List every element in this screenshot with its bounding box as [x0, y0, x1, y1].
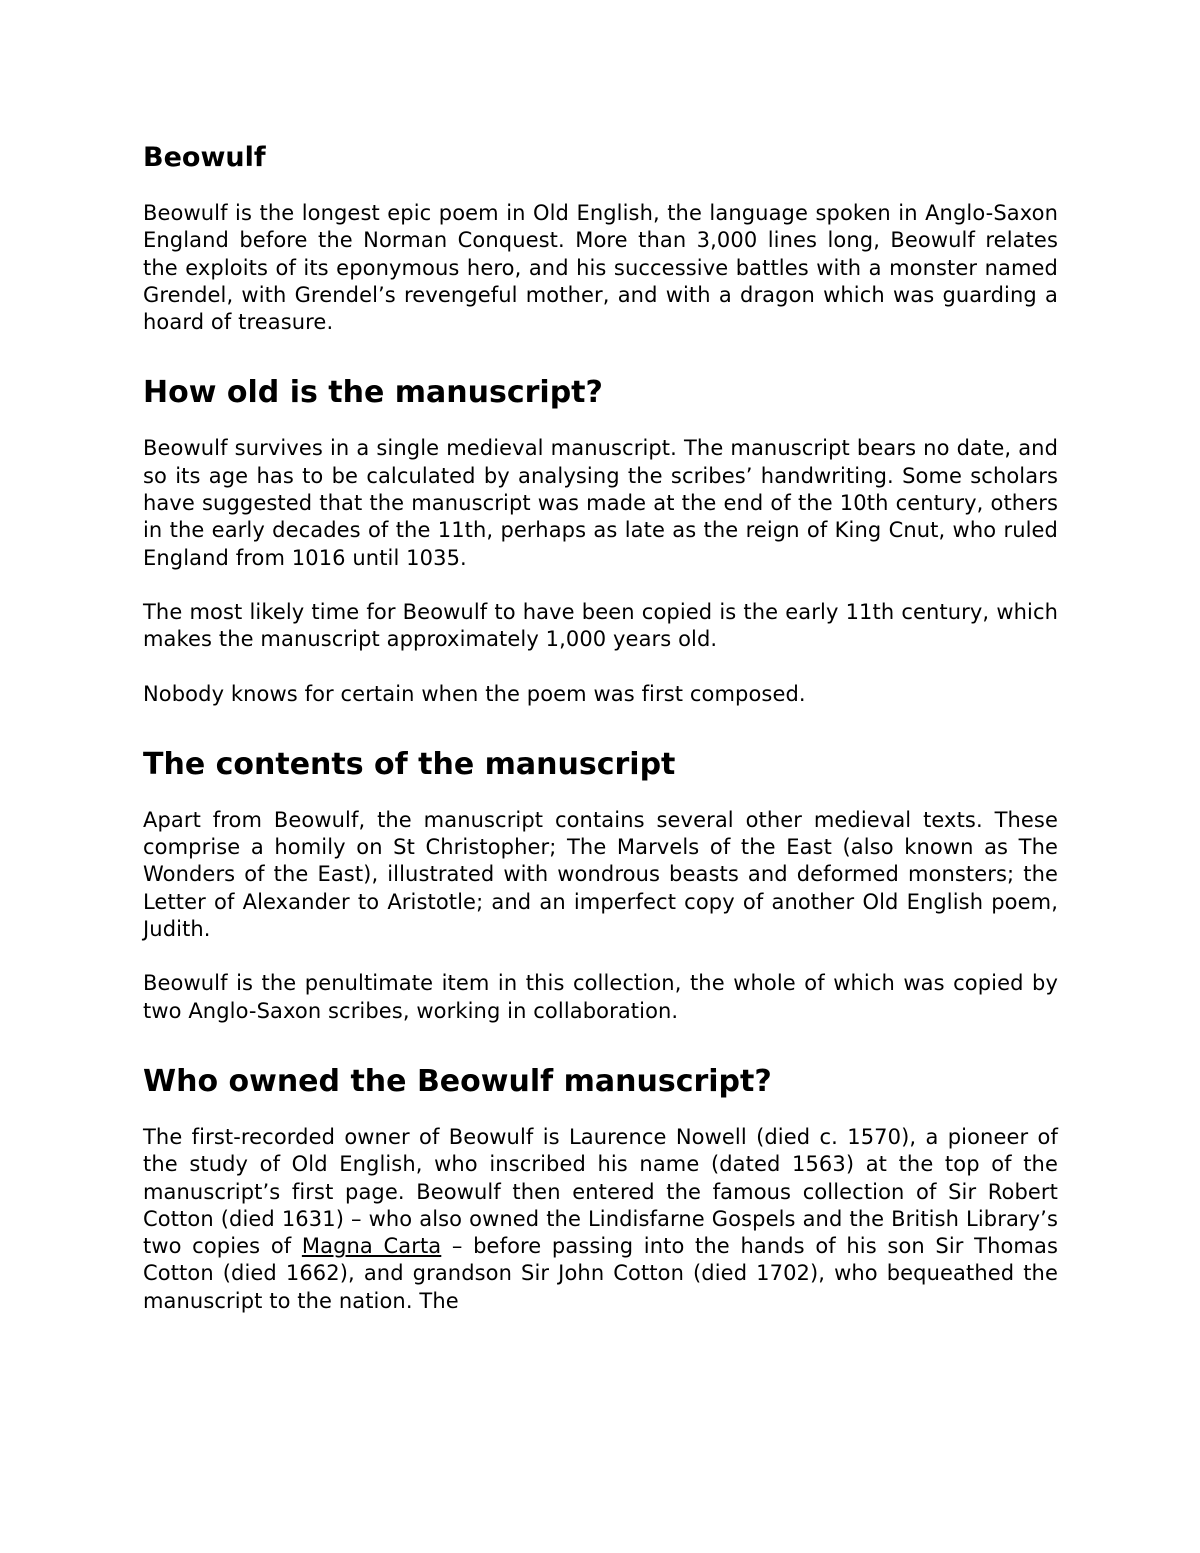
- age-paragraph-1: Beowulf survives in a single medieval manuscript. The manuscript bears no date, and so its age has to be calculated by analysing the scribes’ handwriting. Some scholars have suggested that the manuscript was made at the end of the 10th century, others in the early decades of the 11th, perhaps as late as the reign of King Cnut, who ruled England from 1016 until 1035.: [143, 436, 1058, 570]
- owners-text-before-link: The first-recorded owner of Beowulf is Laurence Nowell (died c. 1570), a pioneer of the study of Old English, who inscribed his name (dated 1563) at the top of the manuscript’s first page. Beowulf then entered the famous collection of Sir Robert Cotton (died 1631) – who also owned the Lindisfarne Gospels and the British Library’s two copies of: [143, 1124, 1058, 1259]
- heading-manuscript-age: How old is the manuscript?: [143, 375, 603, 411]
- age-paragraph-3: Nobody knows for certain when the poem was first composed.: [143, 681, 806, 706]
- document-page: [143, 138, 1058, 1342]
- contents-paragraph-2: Beowulf is the penultimate item in this collection, the whole of which was copied by two Anglo-Saxon scribes, working in collaboration.: [143, 971, 1058, 1023]
- magna-carta-link[interactable]: Magna Carta: [301, 1234, 442, 1259]
- heading-manuscript-owners: Who owned the Beowulf manuscript?: [143, 1063, 772, 1099]
- heading-manuscript-contents: The contents of the manuscript: [143, 746, 676, 782]
- owners-paragraph-1: [143, 1124, 1058, 1315]
- document-title: Beowulf: [143, 142, 266, 173]
- intro-paragraph: Beowulf is the longest epic poem in Old English, the language spoken in Anglo-Saxon England before the Norman Conquest. More than 3,000 lines long, Beowulf relates the exploits of its eponymous hero, and his successive battles with a monster named Grendel, with Grendel’s revengeful mother, and with a dragon which was guarding a hoard of treasure.: [143, 201, 1058, 335]
- age-paragraph-2: The most likely time for Beowulf to have been copied is the early 11th century, which makes the manuscript approximately 1,000 years old.: [143, 599, 1058, 652]
- owners-text-after-link: – before passing into the hands of his son Sir Thomas Cotton (died 1662), and grandson Sir John Cotton (died 1702), who bequeathed the manuscript to the nation. The: [143, 1234, 1058, 1313]
- contents-paragraph-1: Apart from Beowulf, the manuscript contains several other medieval texts. These comprise a homily on St Christopher; The Marvels of the East (also known as The Wonders of the East), illustrated with wondrous beasts and deformed monsters; the Letter of Alexander to Aristotle; and an imperfect copy of another Old English poem, Judith.: [143, 807, 1058, 942]
